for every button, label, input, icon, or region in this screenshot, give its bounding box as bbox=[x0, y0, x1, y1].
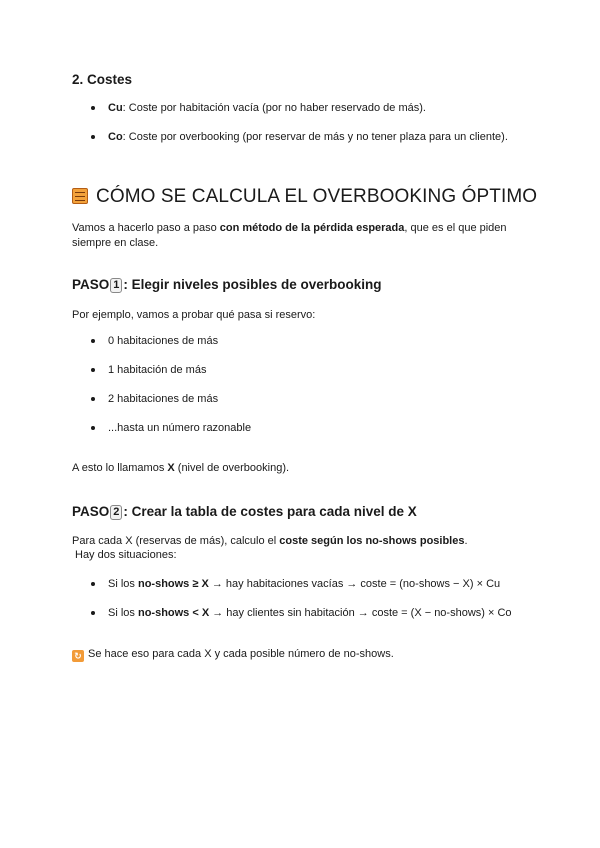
item-text: : Coste por habitación vacía (por no haber reservado de más). bbox=[122, 102, 426, 114]
intro-after: . bbox=[464, 535, 468, 547]
bullet bbox=[91, 397, 95, 401]
paso2-title: : Crear la tabla de costes para cada nivel de X bbox=[123, 504, 417, 519]
item-text: : Coste por overbooking (por reservar de más y no tener plaza para un cliente). bbox=[122, 131, 508, 143]
item-before: Si los bbox=[108, 578, 138, 590]
bullet bbox=[91, 339, 95, 343]
bullet bbox=[91, 106, 95, 110]
term-co: Co bbox=[108, 131, 123, 143]
item-after: → hay clientes sin habitación → coste = (X − no-shows) × Co bbox=[209, 607, 512, 619]
paso1-title: : Elegir niveles posibles de overbooking bbox=[123, 277, 382, 292]
intro-line-1 bbox=[72, 221, 507, 236]
bullet bbox=[91, 426, 95, 430]
bullet bbox=[91, 135, 95, 139]
bullet bbox=[91, 368, 95, 372]
paso2-line2: Hay dos situaciones: bbox=[75, 549, 177, 561]
paso2-intro bbox=[72, 534, 468, 549]
list-item bbox=[108, 606, 512, 621]
item-bold: no-shows ≥ X bbox=[137, 578, 209, 590]
list-item bbox=[108, 577, 500, 592]
bullet bbox=[91, 582, 95, 586]
paso1-closing bbox=[72, 461, 289, 476]
paso-prefix: PASO bbox=[72, 277, 110, 292]
paso1-intro: Por ejemplo, vamos a probar qué pasa si reservo: bbox=[72, 309, 316, 321]
closing-after: (nivel de overbooking). bbox=[174, 462, 290, 474]
list-item: 0 habitaciones de más bbox=[108, 335, 219, 347]
list-item: 1 habitación de más bbox=[108, 364, 207, 376]
section-heading-costes: 2. Costes bbox=[72, 72, 133, 87]
keycap-1-icon: 1 bbox=[110, 278, 122, 293]
closing-before: A esto lo llamamos bbox=[72, 462, 168, 474]
item-bold: no-shows < X bbox=[137, 607, 210, 619]
repeat-icon: ↻ bbox=[72, 650, 84, 662]
bullet bbox=[91, 611, 95, 615]
note-text: Se hace eso para cada X y cada posible número de no-shows. bbox=[88, 648, 394, 660]
intro-before: Vamos a hacerlo paso a paso bbox=[72, 222, 220, 234]
item-after: → hay habitaciones vacías → coste = (no-shows − X) × Cu bbox=[208, 578, 501, 590]
intro-after: , que es el que piden bbox=[404, 222, 507, 234]
paso1-heading bbox=[72, 277, 381, 293]
closing-bold: X bbox=[167, 462, 175, 474]
main-heading bbox=[72, 186, 537, 208]
list-item: 2 habitaciones de más bbox=[108, 393, 219, 405]
list-item-co bbox=[108, 130, 508, 145]
paso2-heading bbox=[72, 504, 417, 520]
keycap-2-icon: 2 bbox=[110, 505, 122, 520]
intro-line-2: siempre en clase. bbox=[72, 237, 159, 249]
main-heading-text: CÓMO SE CALCULA EL OVERBOOKING ÓPTIMO bbox=[96, 186, 538, 207]
paso2-note bbox=[72, 647, 394, 662]
list-item: ...hasta un número razonable bbox=[108, 422, 252, 434]
list-item-cu bbox=[108, 101, 426, 116]
intro-before: Para cada X (reservas de más), calculo el bbox=[72, 535, 280, 547]
paso-prefix: PASO bbox=[72, 504, 110, 519]
intro-bold: coste según los no-shows posibles bbox=[279, 535, 465, 547]
intro-bold: con método de la pérdida esperada bbox=[219, 222, 405, 234]
abacus-icon bbox=[72, 188, 88, 204]
term-cu: Cu bbox=[108, 102, 123, 114]
item-before: Si los bbox=[108, 607, 138, 619]
